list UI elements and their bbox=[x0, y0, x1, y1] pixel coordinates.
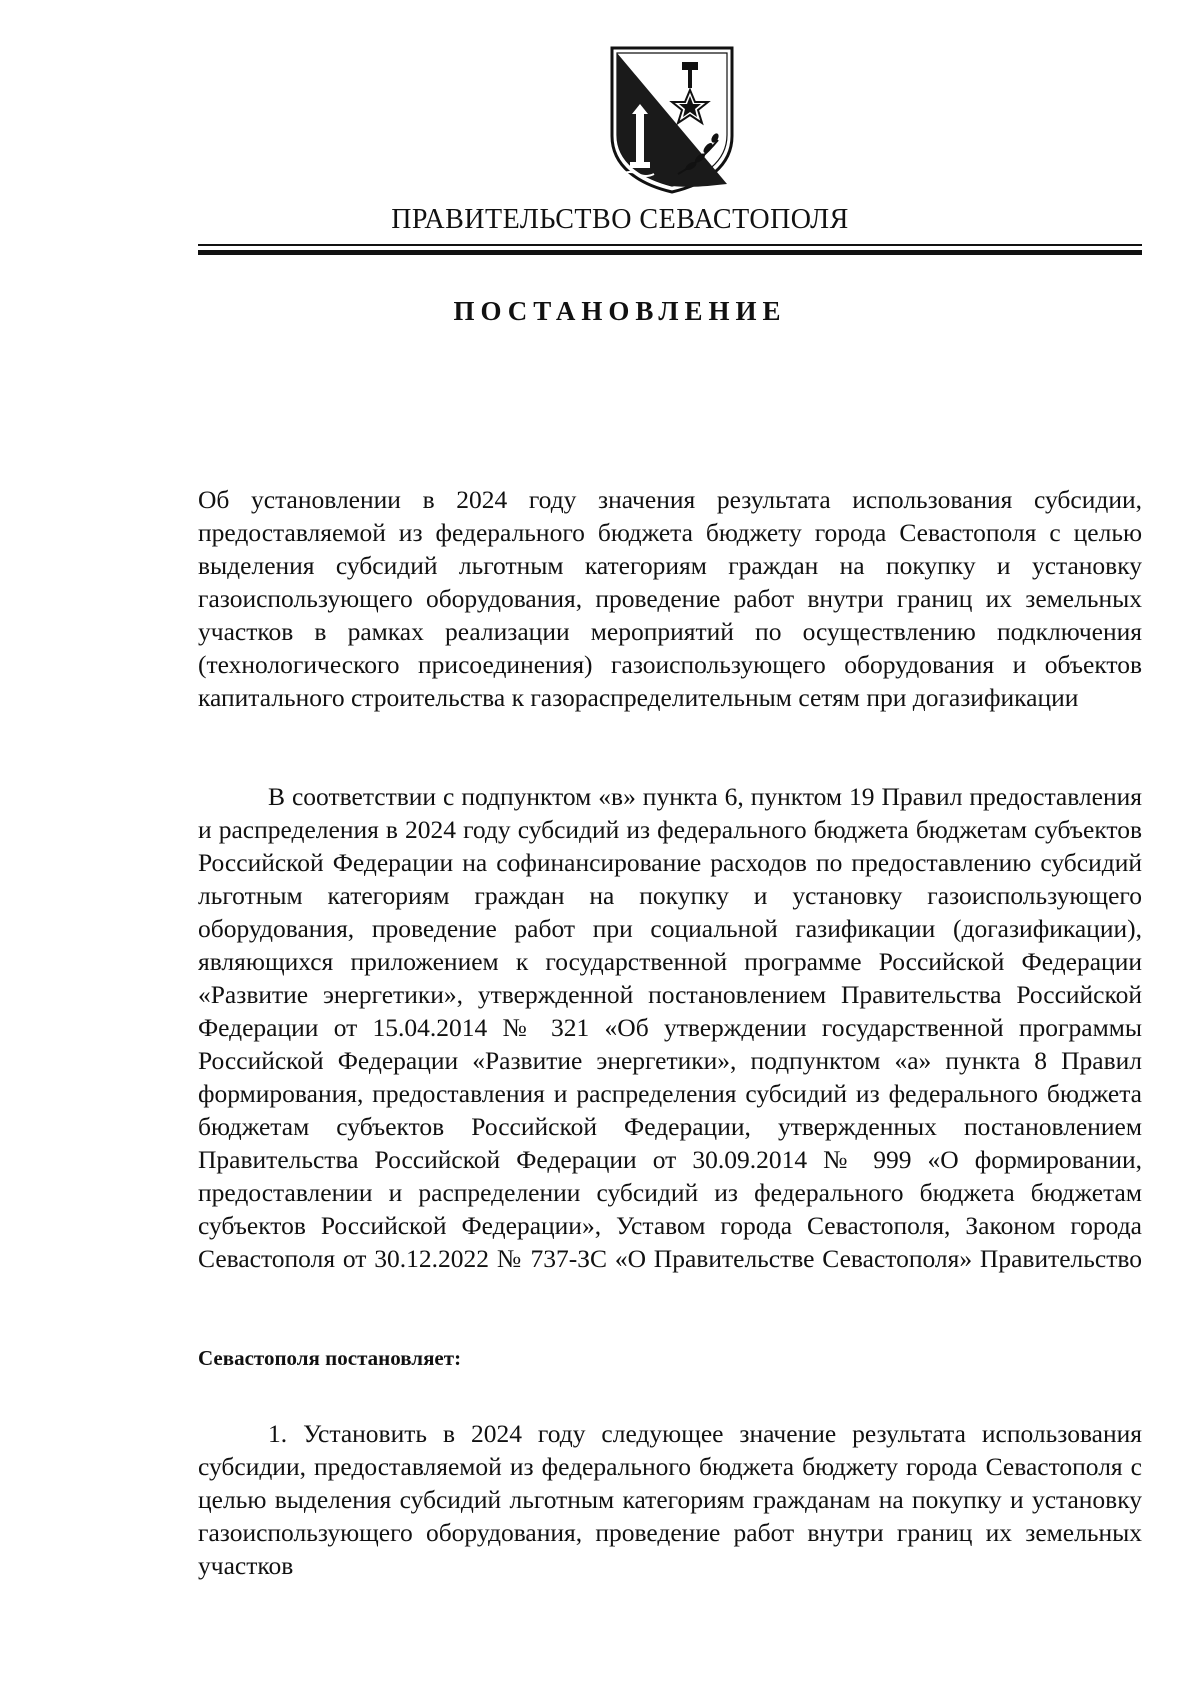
government-name: ПРАВИТЕЛЬСТВО СЕВАСТОПОЛЯ bbox=[391, 204, 849, 235]
item-1-paragraph: 1. Установить в 2024 году следующее значение результата использования субсидии, предоставляемой из федерального бюджета бюджету города Севастополя с целью выделения субсидий льготным категориям гражданам на покупку и установку газоиспользующего оборудования, проведение работ внутри границ их земельных участков bbox=[198, 1419, 1142, 1580]
header-divider-thick bbox=[198, 250, 1142, 255]
preamble-paragraph: В соответствии с подпунктом «в» пункта 6, пунктом 19 Правил предоставления и распределения в 2024 году субсидий из федерального бюджета бюджетам субъектов Российской Федерации на софинансирование расходов по предоставлению субсидий льготным категориям граждан на покупку и установку газоиспользующего оборудования, проведение работ при социальной газификации (догазификации), являющихся приложением к государственной программе Российской Федерации «Развитие энергетики», утвержденной постановлением Правительства Российской Федерации от 15.04.2014 № 321 «Об утверждении государственной программы Российской Федерации «Развитие энергетики», подпунктом «а» пункта 8 Правил формирования, предоставления и распределения субсидий из федерального бюджета бюджетам субъектов Российской Федерации, утвержденных постановлением Правительства Российской Федерации от 30.09.2014 № 999 «О формировании, предоставлении и распределении субсидий из федерального бюджета бюджетам субъектов Российской Федерации», Уставом города Севастополя, Законом города Севастополя от 30.12.2022 № 737-ЗС «О Правительстве Севастополя» Правительство bbox=[198, 782, 1142, 1273]
preamble-decree: Севастополя постановляет: bbox=[198, 1346, 462, 1370]
document-title: Об установлении в 2024 году значения результата использования субсидии, предоставляемой из федерального бюджета бюджету города Севастополя с целью выделения субсидий льготным категориям граждан на покупку и установку газоиспользующего оборудования, проведение работ внутри границ их земельных участков в рамках реализации мероприятий по осуществлению подключения (технологического присоединения) газоиспользующего оборудования и объектов капитального строительства к газораспределительным сетям при догазификации bbox=[198, 485, 1142, 712]
document-type: ПОСТАНОВЛЕНИЕ bbox=[453, 296, 787, 326]
coat-of-arms-icon bbox=[608, 44, 736, 194]
header-divider-thin bbox=[198, 244, 1142, 246]
